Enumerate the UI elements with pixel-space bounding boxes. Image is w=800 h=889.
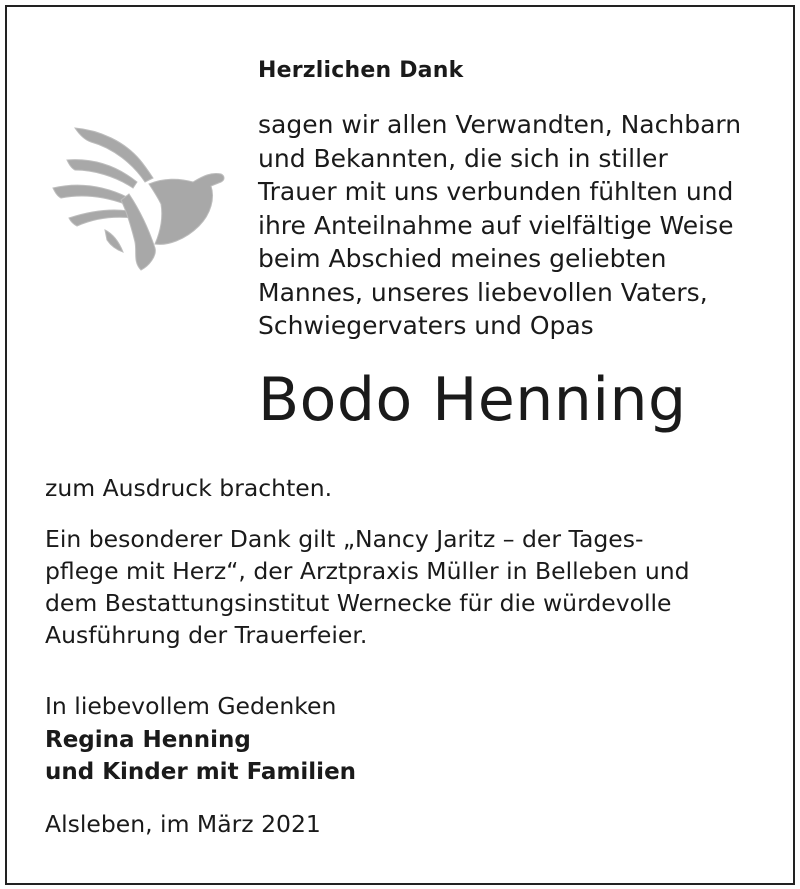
signer-name: Regina Henning bbox=[45, 727, 251, 753]
intro-line: ihre Anteilnahme auf vielfältige Weise bbox=[258, 210, 734, 240]
intro-line: und Bekannten, die sich in stiller bbox=[258, 143, 668, 173]
intro-line: Mannes, unseres liebevollen Vaters, bbox=[258, 277, 708, 307]
deceased-name: Bodo Henning bbox=[258, 365, 687, 435]
dove-icon bbox=[45, 120, 230, 275]
memory-line: In liebevollem Gedenken bbox=[45, 692, 337, 720]
signers bbox=[45, 724, 356, 788]
special-thanks-line: pflege mit Herz“, der Arztpraxis Müller in Belleben und bbox=[45, 557, 690, 585]
special-thanks bbox=[45, 523, 785, 651]
heading: Herzlichen Dank bbox=[258, 58, 464, 83]
special-thanks-line: dem Bestattungsinstitut Wernecke für die würdevolle bbox=[45, 589, 672, 617]
special-thanks-line: Ausführung der Trauerfeier. bbox=[45, 621, 368, 649]
special-thanks-line: Ein besonderer Dank gilt „Nancy Jaritz – der Tages- bbox=[45, 525, 644, 553]
place-date: Alsleben, im März 2021 bbox=[45, 810, 321, 838]
intro-line: Trauer mit uns verbunden fühlten und bbox=[258, 177, 734, 206]
closing-text: zum Ausdruck brachten. bbox=[45, 474, 333, 502]
signer-family: und Kinder mit Familien bbox=[45, 759, 357, 785]
intro-line: Schwiegervaters und Opas bbox=[258, 311, 594, 340]
intro-text bbox=[258, 108, 788, 343]
intro-line: beim Abschied meines geliebten bbox=[258, 244, 667, 273]
intro-line: sagen wir allen Verwandten, Nachbarn bbox=[258, 110, 742, 139]
